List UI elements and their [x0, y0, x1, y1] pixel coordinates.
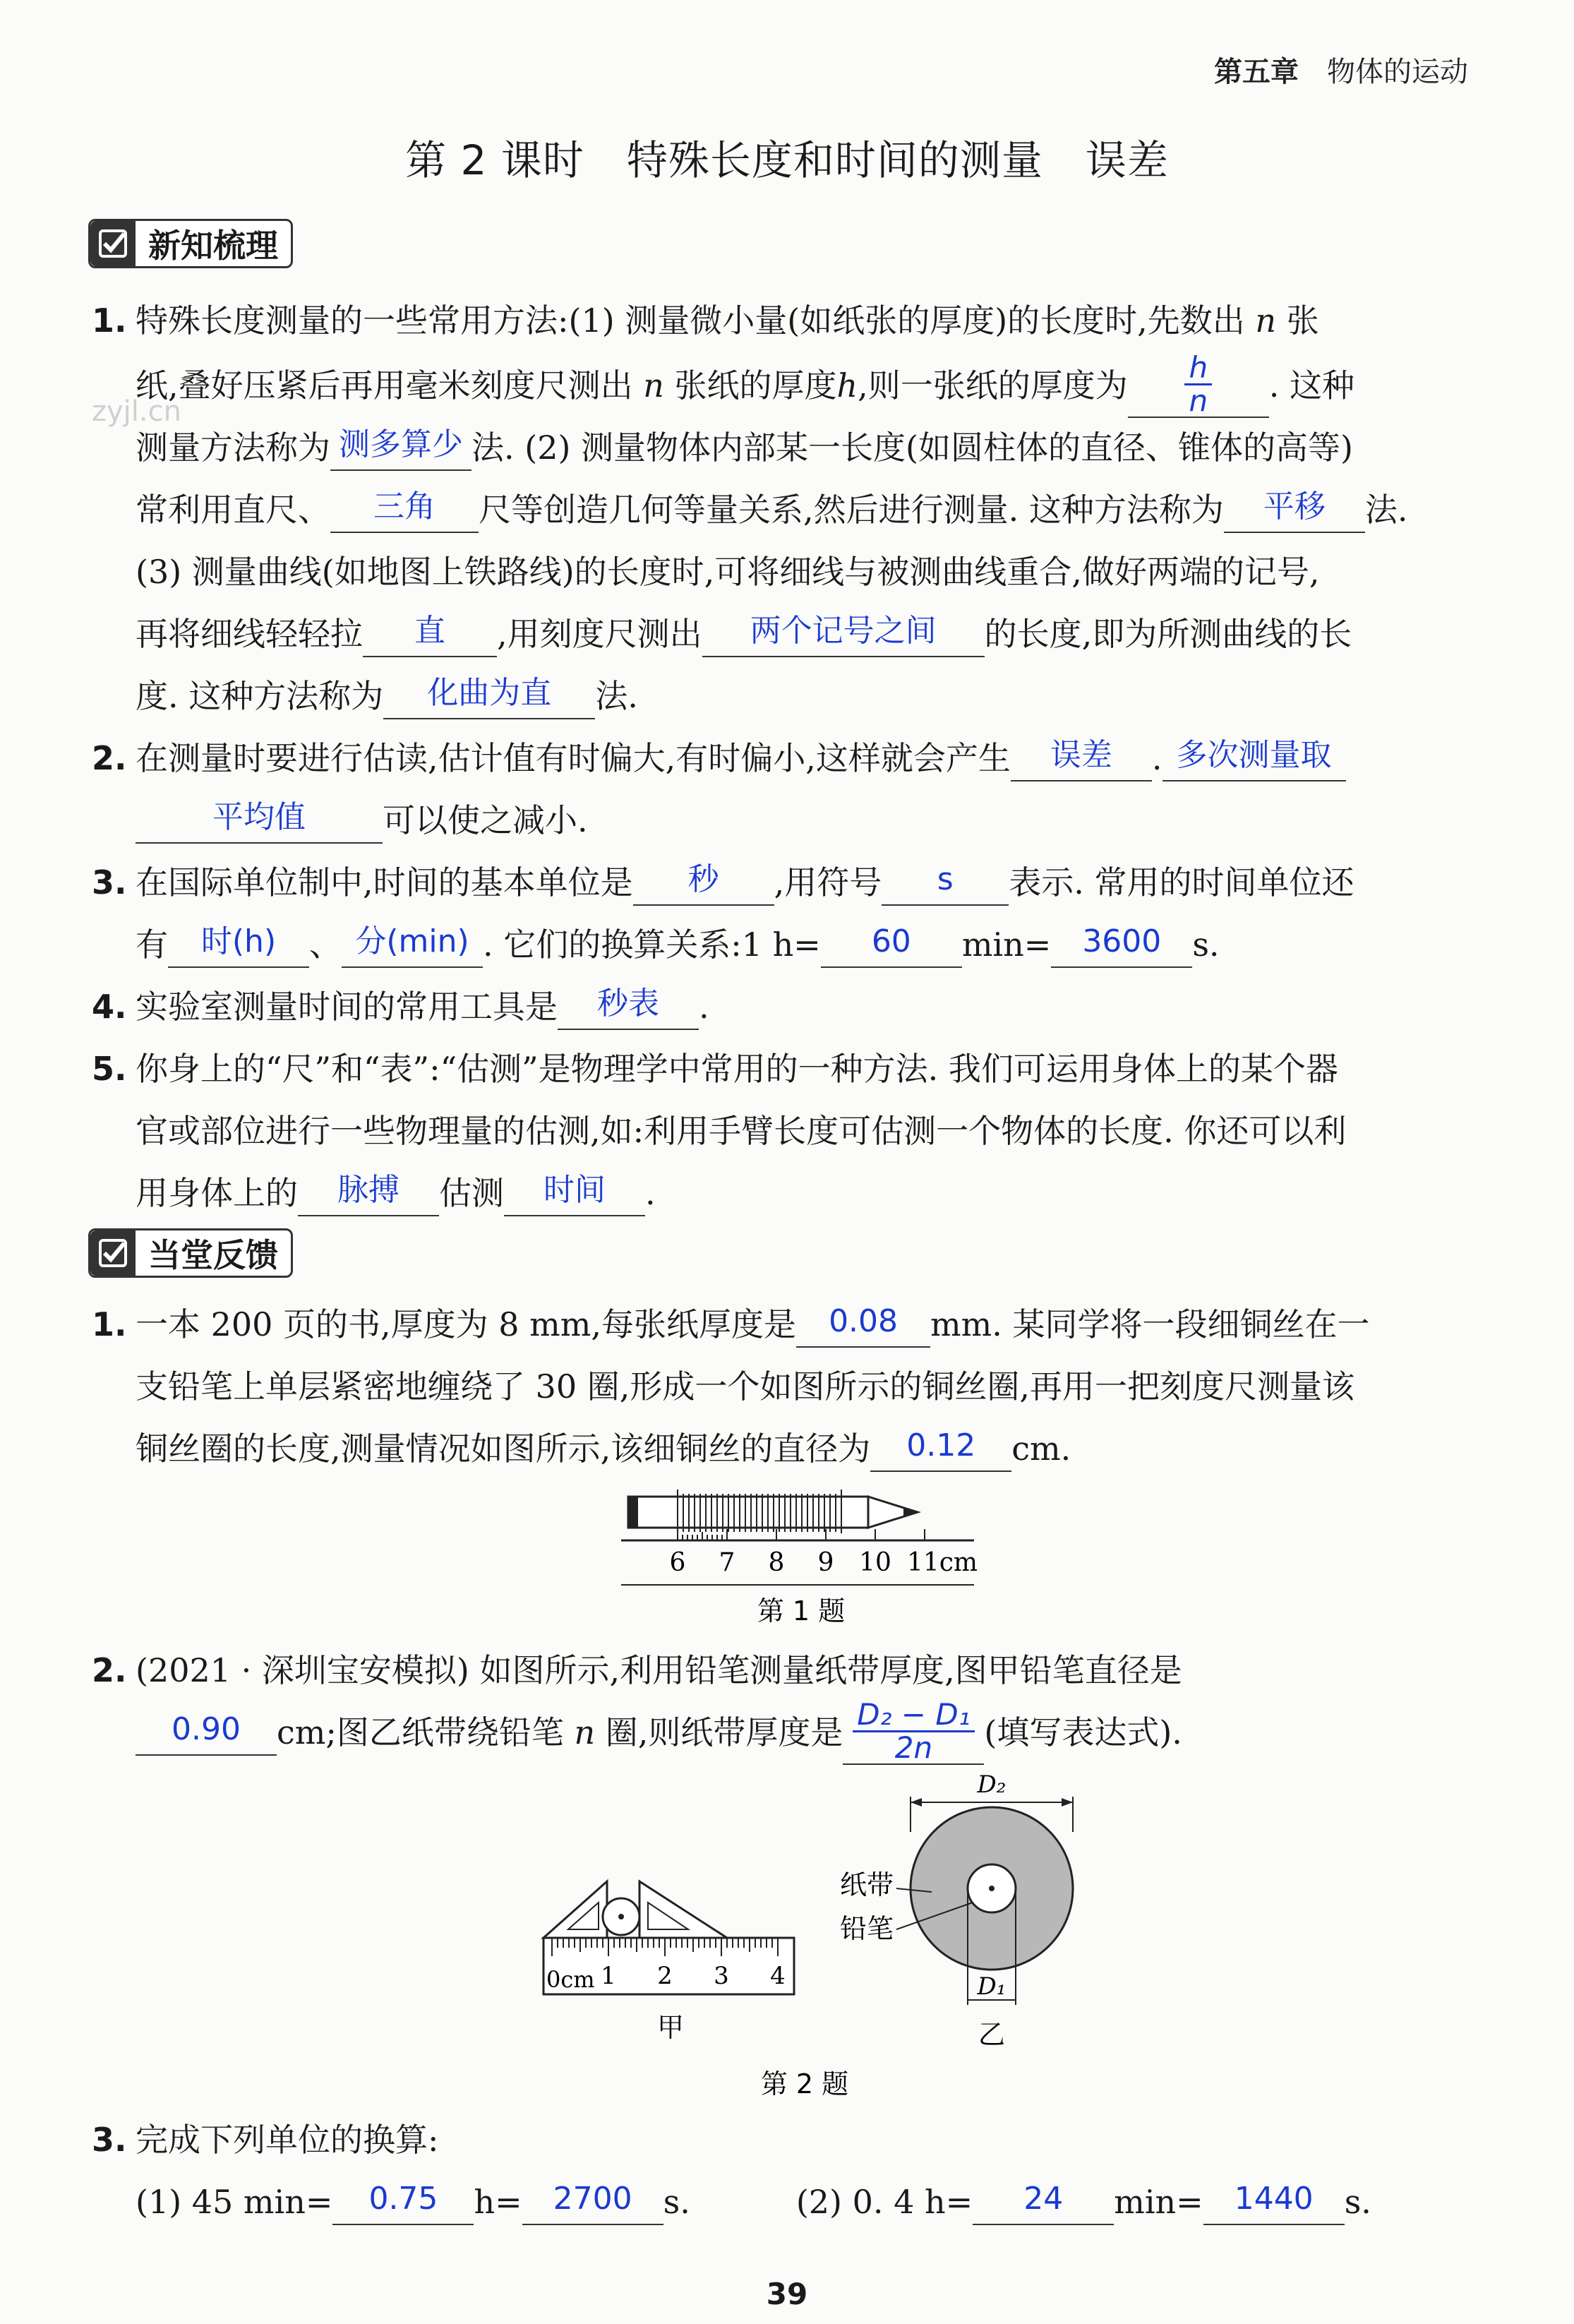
answer-blank[interactable]: 脉搏	[298, 1166, 439, 1216]
answer-blank[interactable]: 24	[973, 2174, 1114, 2225]
answer-blank[interactable]: 秒表	[558, 979, 699, 1030]
label-tape: 纸带	[840, 1869, 894, 1900]
question-number: 2.	[92, 739, 127, 777]
denominator: n	[1189, 383, 1208, 418]
figure-2-jia	[543, 1881, 794, 2043]
figure-1-coil-ruler	[621, 1490, 988, 1631]
page-number: 39	[766, 2277, 808, 2311]
section-title: 当堂反馈	[148, 1236, 278, 1274]
label-yi: 乙	[978, 2019, 1006, 2050]
text: (2021 · 深圳宝安模拟) 如图所示,利用铅笔测量纸带厚度,图甲铅笔直径是	[136, 1651, 1182, 1689]
question-1-line-1	[92, 288, 1475, 353]
text: 度. 这种方法称为	[136, 677, 384, 715]
d2-arrow-left	[911, 1798, 922, 1807]
lesson-suffix: 误差	[1085, 136, 1169, 184]
text: ,用刻度尺测出	[497, 615, 702, 653]
text: . 这种	[1268, 366, 1355, 405]
answer-blank[interactable]: s	[882, 855, 1009, 906]
question-1-line-2	[92, 349, 1475, 422]
text: (2) 0. 4 h=	[795, 2183, 973, 2221]
text: 的长度,即为所测曲线的长	[984, 615, 1352, 653]
chapter-label: 第五章	[1214, 56, 1299, 88]
question-2-line-2	[92, 788, 1475, 853]
question-number: 4.	[92, 988, 127, 1026]
text: 常利用直尺、	[136, 491, 330, 529]
tick-10: 10	[859, 1548, 891, 1577]
tick-8: 8	[768, 1548, 785, 1577]
label-d1: D₁	[977, 1972, 1007, 2001]
text: s.	[1344, 2183, 1371, 2221]
text: h=	[474, 2183, 522, 2221]
text: 法.	[595, 677, 638, 715]
answer-blank[interactable]: 2700	[522, 2174, 663, 2225]
text: ,用符号	[774, 863, 882, 902]
text: ,则一张纸的厚度为	[858, 366, 1128, 405]
pencil-end	[628, 1497, 638, 1528]
label-jia: 甲	[656, 2012, 685, 2043]
question-1-line-3	[92, 415, 1475, 480]
question-1-line-4	[92, 477, 1475, 542]
fraction-tape-thickness	[853, 1696, 974, 1765]
answer-blank[interactable]: 0.75	[332, 2174, 474, 2225]
text: mm. 某同学将一段细铜丝在一	[930, 1305, 1370, 1343]
ruler-jia-4: 4	[770, 1962, 786, 1990]
question-5-line-1	[92, 1036, 1475, 1101]
text: 张	[1286, 301, 1319, 340]
text: 再将细线轻轻拉	[136, 615, 363, 653]
text: 支铅笔上单层紧密地缠绕了 30 圈,形成一个如图所示的铜丝圈,再用一把刻度尺测量该	[136, 1367, 1355, 1406]
text: (1) 45 min=	[136, 2183, 333, 2221]
answer-blank[interactable]: 误差	[1011, 731, 1152, 781]
feedback-question-1-line-1	[92, 1292, 1475, 1357]
text: 完成下列单位的换算:	[136, 2121, 439, 2159]
text: 纸,叠好压紧后再用毫米刻度尺测出	[136, 366, 633, 405]
answer-blank[interactable]: 时间	[504, 1166, 645, 1216]
answer-blank[interactable]: 60	[821, 917, 962, 968]
answer-blank[interactable]: 分(min)	[342, 917, 483, 968]
checkbox-icon	[90, 221, 136, 266]
text: 法. (2) 测量物体内部某一长度(如圆柱体的直径、锥体的高等)	[471, 429, 1353, 467]
text: .	[699, 988, 709, 1026]
answer-blank[interactable]: 0.08	[796, 1297, 930, 1348]
feedback-question-1-line-3	[92, 1416, 1475, 1481]
d2-arrow-right	[1062, 1798, 1073, 1807]
tick-7: 7	[719, 1548, 735, 1577]
question-number: 1.	[92, 301, 127, 340]
answer-blank[interactable]: 0.12	[870, 1421, 1011, 1472]
answer-blank[interactable]: 多次测量取	[1163, 731, 1346, 781]
answer-blank[interactable]: 1440	[1203, 2174, 1345, 2225]
feedback-question-3-line-1	[92, 2107, 1475, 2172]
text: min=	[1114, 2183, 1203, 2221]
text: cm.	[1011, 1430, 1071, 1468]
pencil-core-center	[989, 1886, 995, 1891]
section-heading-feedback	[88, 1228, 293, 1278]
answer-blank[interactable]: 秒	[633, 855, 774, 906]
tick-9: 9	[817, 1548, 834, 1577]
text: (填写表达式).	[984, 1713, 1182, 1751]
answer-blank[interactable]: 直	[363, 606, 497, 657]
question-5-line-3	[92, 1161, 1475, 1226]
text: (3) 测量曲线(如地图上铁路线)的长度时,可将细线与被测曲线重合,做好两端的记号,	[136, 553, 1320, 591]
question-5-line-2	[92, 1098, 1475, 1163]
chapter-topic: 物体的运动	[1327, 56, 1468, 88]
lesson-number: 第 2 课时	[405, 136, 584, 184]
text: 有	[136, 926, 168, 964]
label-pencil: 铅笔	[840, 1913, 894, 1944]
feedback-question-3-line-2	[92, 2169, 1475, 2234]
text: 用身体上的	[136, 1174, 298, 1212]
ruler-jia-0cm: 0cm	[546, 1966, 595, 1993]
checkbox-icon	[90, 1230, 136, 1276]
question-1-line-6	[92, 601, 1475, 666]
text: 在测量时要进行估读,估计值有时偏大,有时偏小,这样就会产生	[136, 739, 1011, 777]
question-4-line-1	[92, 974, 1475, 1039]
var-n: n	[574, 1713, 596, 1751]
tick-6: 6	[669, 1548, 686, 1577]
ruler-jia-3: 3	[714, 1962, 729, 1990]
question-number: 5.	[92, 1050, 127, 1088]
pencil-center	[618, 1914, 624, 1919]
watermark: zyjl.cn	[92, 395, 181, 428]
question-3-line-2	[92, 912, 1475, 977]
text: . 它们的换算关系:1 h=	[483, 926, 821, 964]
denominator: 2n	[894, 1730, 933, 1765]
var-n: n	[643, 366, 664, 405]
text: 特殊长度测量的一些常用方法:(1) 测量微小量(如纸张的厚度)的长度时,先数出	[136, 301, 1245, 340]
text: 可以使之减小.	[383, 801, 588, 839]
answer-blank[interactable]: 平均值	[136, 793, 383, 844]
running-header	[1214, 49, 1468, 90]
text: 圈,则纸带厚度是	[605, 1713, 843, 1751]
fraction-h-over-n	[1184, 349, 1212, 418]
lesson-name: 特殊长度和时间的测量	[626, 136, 1043, 184]
ruler-jia-1: 1	[601, 1962, 616, 1990]
ruler-jia-2: 2	[657, 1962, 673, 1990]
label-d2: D₂	[977, 1771, 1007, 1799]
text: 测量方法称为	[136, 429, 330, 467]
answer-blank[interactable]: 测多算少	[330, 420, 471, 471]
text: .	[1151, 739, 1163, 777]
text: 、	[309, 926, 342, 964]
text: 表示. 常用的时间单位还	[1009, 863, 1354, 902]
text: 实验室测量时间的常用工具是	[136, 988, 558, 1026]
feedback-question-2-line-2	[92, 1696, 1475, 1769]
numerator: D₂ − D₁	[853, 1699, 974, 1732]
question-2-line-1	[92, 726, 1475, 791]
question-number: 1.	[92, 1305, 127, 1343]
question-number: 3.	[92, 863, 127, 902]
answer-blank[interactable]: 时(h)	[168, 917, 309, 968]
text: 估测	[439, 1174, 504, 1212]
feedback-question-1-line-2	[92, 1354, 1475, 1419]
question-1-line-5	[92, 539, 1475, 604]
answer-blank[interactable]: 0.90	[136, 1705, 277, 1756]
answer-blank[interactable]: 3600	[1051, 917, 1192, 968]
figure-2-yi	[840, 1771, 1073, 2050]
answer-blank[interactable]: 两个记号之间	[702, 606, 985, 657]
section-title: 新知梳理	[148, 227, 278, 265]
text: min=	[961, 926, 1052, 964]
text: 尺等创造几何等量关系,然后进行测量. 这种方法称为	[479, 491, 1224, 529]
var-h: h	[836, 366, 858, 405]
numerator: h	[1184, 352, 1212, 385]
answer-blank[interactable]: 平移	[1224, 482, 1365, 533]
pencil-body	[628, 1497, 868, 1528]
figure-2-pencil-tape	[536, 1768, 1087, 2107]
answer-blank[interactable]	[843, 1696, 984, 1765]
text: 法.	[1364, 491, 1408, 529]
question-number: 3.	[92, 2121, 127, 2159]
feedback-question-2-line-1	[92, 1638, 1475, 1703]
figure-2-caption: 第 2 题	[760, 2068, 849, 2100]
answer-blank[interactable]: 三角	[330, 482, 479, 533]
tick-11cm: 11cm	[906, 1548, 978, 1577]
var-n: n	[1255, 301, 1277, 340]
question-number: 2.	[92, 1651, 127, 1689]
figure-1-caption: 第 1 题	[757, 1595, 846, 1627]
answer-blank[interactable]: 化曲为直	[383, 669, 595, 719]
text: 官或部位进行一些物理量的估测,如:利用手臂长度可估测一个物体的长度. 你还可以利	[136, 1112, 1347, 1150]
text: s.	[663, 2183, 690, 2221]
question-1-line-7	[92, 664, 1475, 729]
text: cm;图乙纸带绕铅笔	[277, 1713, 564, 1751]
text: .	[645, 1174, 656, 1212]
text: s.	[1192, 926, 1220, 964]
text: 你身上的“尺”和“表”:“估测”是物理学中常用的一种方法. 我们可运用身体上的某个器	[136, 1050, 1338, 1088]
page-title	[0, 127, 1574, 186]
section-heading-new-knowledge	[88, 219, 293, 268]
text: 铜丝圈的长度,测量情况如图所示,该细铜丝的直径为	[136, 1430, 871, 1468]
question-3-line-1	[92, 850, 1475, 915]
text: 在国际单位制中,时间的基本单位是	[136, 863, 633, 902]
text: 一本 200 页的书,厚度为 8 mm,每张纸厚度是	[136, 1305, 797, 1343]
text: 张纸的厚度	[674, 366, 837, 405]
answer-blank[interactable]	[1128, 349, 1269, 418]
